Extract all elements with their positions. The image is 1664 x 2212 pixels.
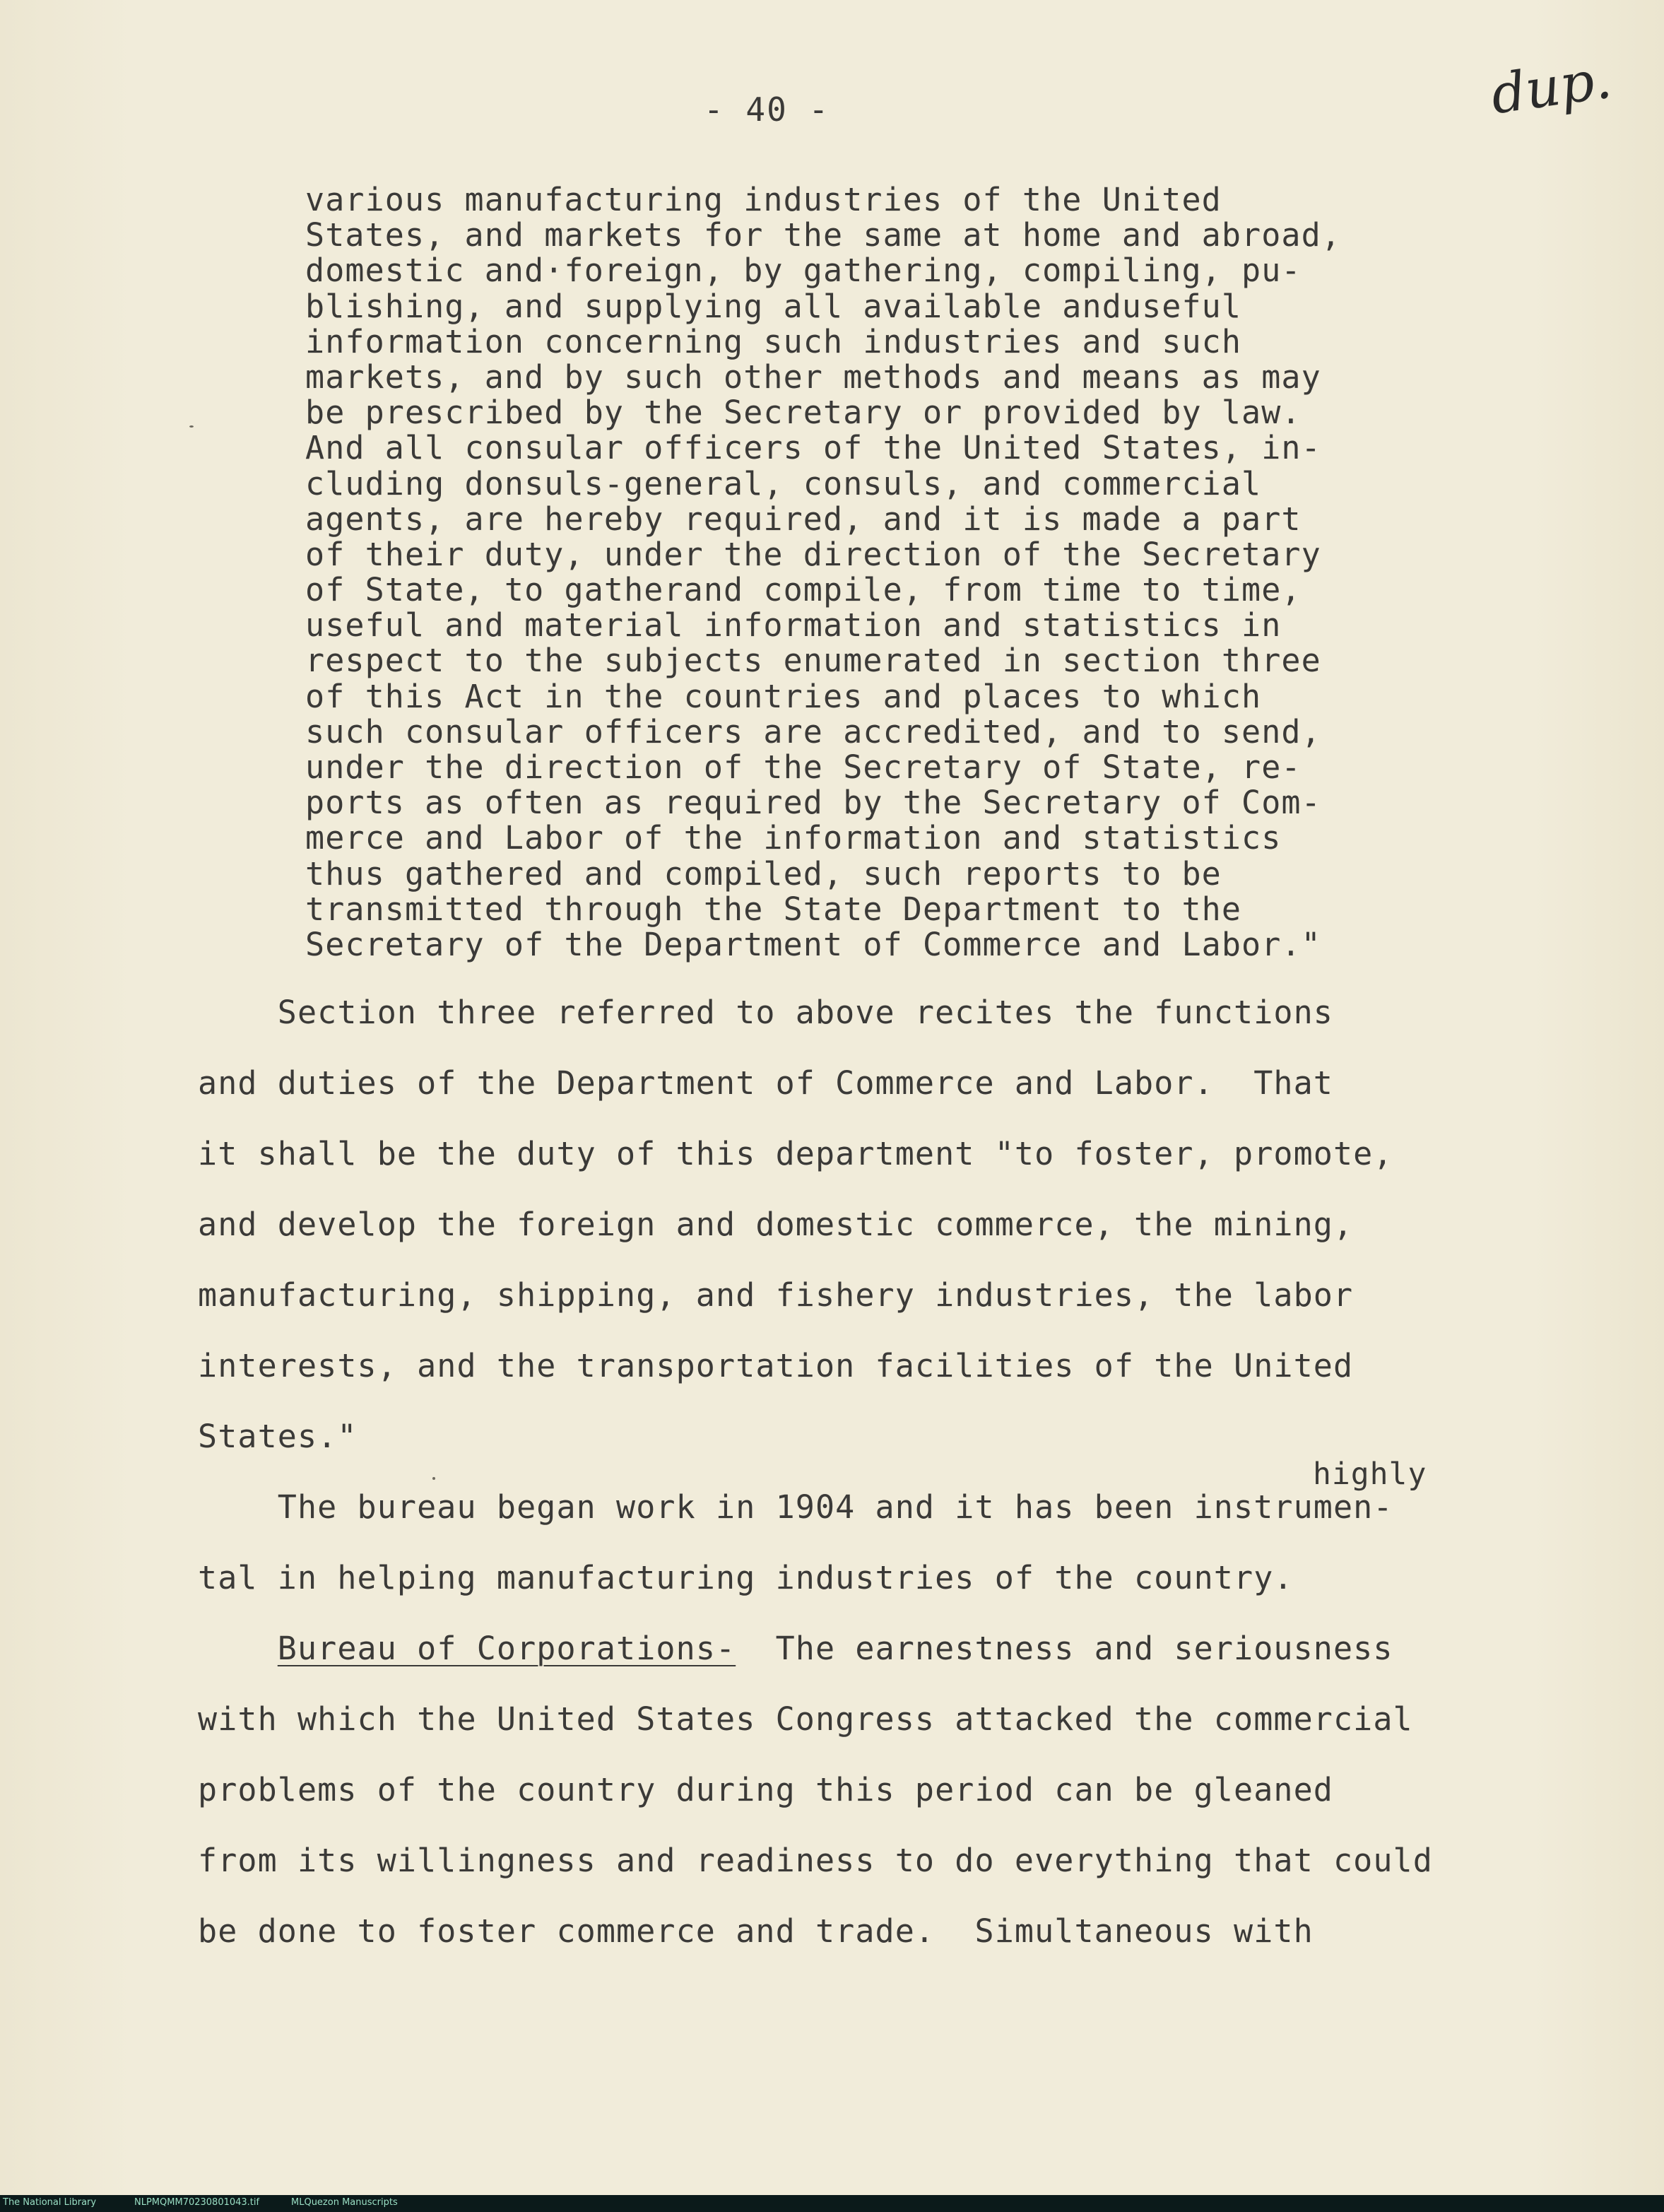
paper-speck <box>432 1477 435 1480</box>
quote-line: agents, are hereby required, and it is made a part <box>305 500 1302 538</box>
body-line: and duties of the Department of Commerce and Labor. That <box>198 1064 1333 1102</box>
quote-line: ports as often as required by the Secretary of Com- <box>305 784 1321 822</box>
quote-line: such consular officers are accredited, and to send, <box>305 712 1321 751</box>
quote-line: respect to the subjects enumerated in section three <box>305 642 1321 680</box>
quote-line: Secretary of the Department of Commerce and Labor." <box>305 925 1321 963</box>
quote-line: be prescribed by the Secretary or provided by law. <box>305 394 1302 432</box>
quoted-statute-block <box>305 182 1506 963</box>
handwritten-margin-note: dup. <box>1487 47 1615 127</box>
footer-library: The National Library <box>3 2197 97 2208</box>
body-line: be done to foster commerce and trade. Simultaneous with <box>198 1912 1314 1950</box>
quote-line: States, and markets for the same at home and abroad, <box>305 216 1341 254</box>
quote-line: cluding donsuls-general, consuls, and commercial <box>305 464 1262 502</box>
footer-filename: NLPMQMM70230801043.tif <box>134 2197 260 2208</box>
body-line: interests, and the transportation facilities of the United <box>198 1347 1354 1384</box>
quote-line: transmitted through the State Department to the <box>305 890 1242 928</box>
quote-line: And all consular officers of the United States, in- <box>305 429 1321 467</box>
quote-line: useful and material information and statistics in <box>305 606 1282 645</box>
quote-line: blishing, and supplying all available anduseful <box>305 287 1242 325</box>
quote-line: information concerning such industries and such <box>305 322 1242 360</box>
body-line: with which the United States Congress attacked the commercial <box>198 1700 1413 1738</box>
interlinear-insertion: highly <box>1313 1457 1427 1492</box>
section-heading-line <box>198 1630 1393 1667</box>
quote-line: under the direction of the Secretary of State, re- <box>305 748 1302 786</box>
quote-line: various manufacturing industries of the United <box>305 181 1222 218</box>
heading-line-rest: The earnestness and seriousness <box>736 1630 1393 1667</box>
footer-collection: MLQuezon Manuscripts <box>291 2197 398 2208</box>
quote-line: of their duty, under the direction of the Secretary <box>305 535 1321 573</box>
body-line: manufacturing, shipping, and fishery industries, the labor <box>198 1276 1354 1314</box>
paper-speck <box>189 425 194 428</box>
body-line: tal in helping manufacturing industries of the country. <box>198 1559 1294 1596</box>
quote-line: of State, to gatherand compile, from time to time, <box>305 571 1302 609</box>
body-line: from its willingness and readiness to do everything that could <box>198 1842 1433 1879</box>
body-line: States." <box>198 1418 358 1455</box>
body-line: it shall be the duty of this department "to foster, promote, <box>198 1135 1393 1172</box>
quote-line: markets, and by such other methods and means as may <box>305 358 1321 396</box>
body-line: Section three referred to above recites the functions <box>198 994 1333 1031</box>
body-line: The bureau began work in 1904 and it has been instrumen- <box>198 1488 1393 1526</box>
section-heading: Bureau of Corporations- <box>277 1630 736 1667</box>
body-line: problems of the country during this period can be gleaned <box>198 1771 1333 1808</box>
quote-line: thus gathered and compiled, such reports to be <box>305 854 1222 893</box>
quote-line: domestic and·foreign, by gathering, compiling, pu- <box>305 252 1302 290</box>
page-number: - 40 - <box>704 90 830 129</box>
quote-line: merce and Labor of the information and statistics <box>305 819 1282 857</box>
scan-footer-bar <box>0 2195 1664 2212</box>
quote-line: of this Act in the countries and places to which <box>305 677 1262 715</box>
body-line: and develop the foreign and domestic commerce, the mining, <box>198 1206 1354 1243</box>
